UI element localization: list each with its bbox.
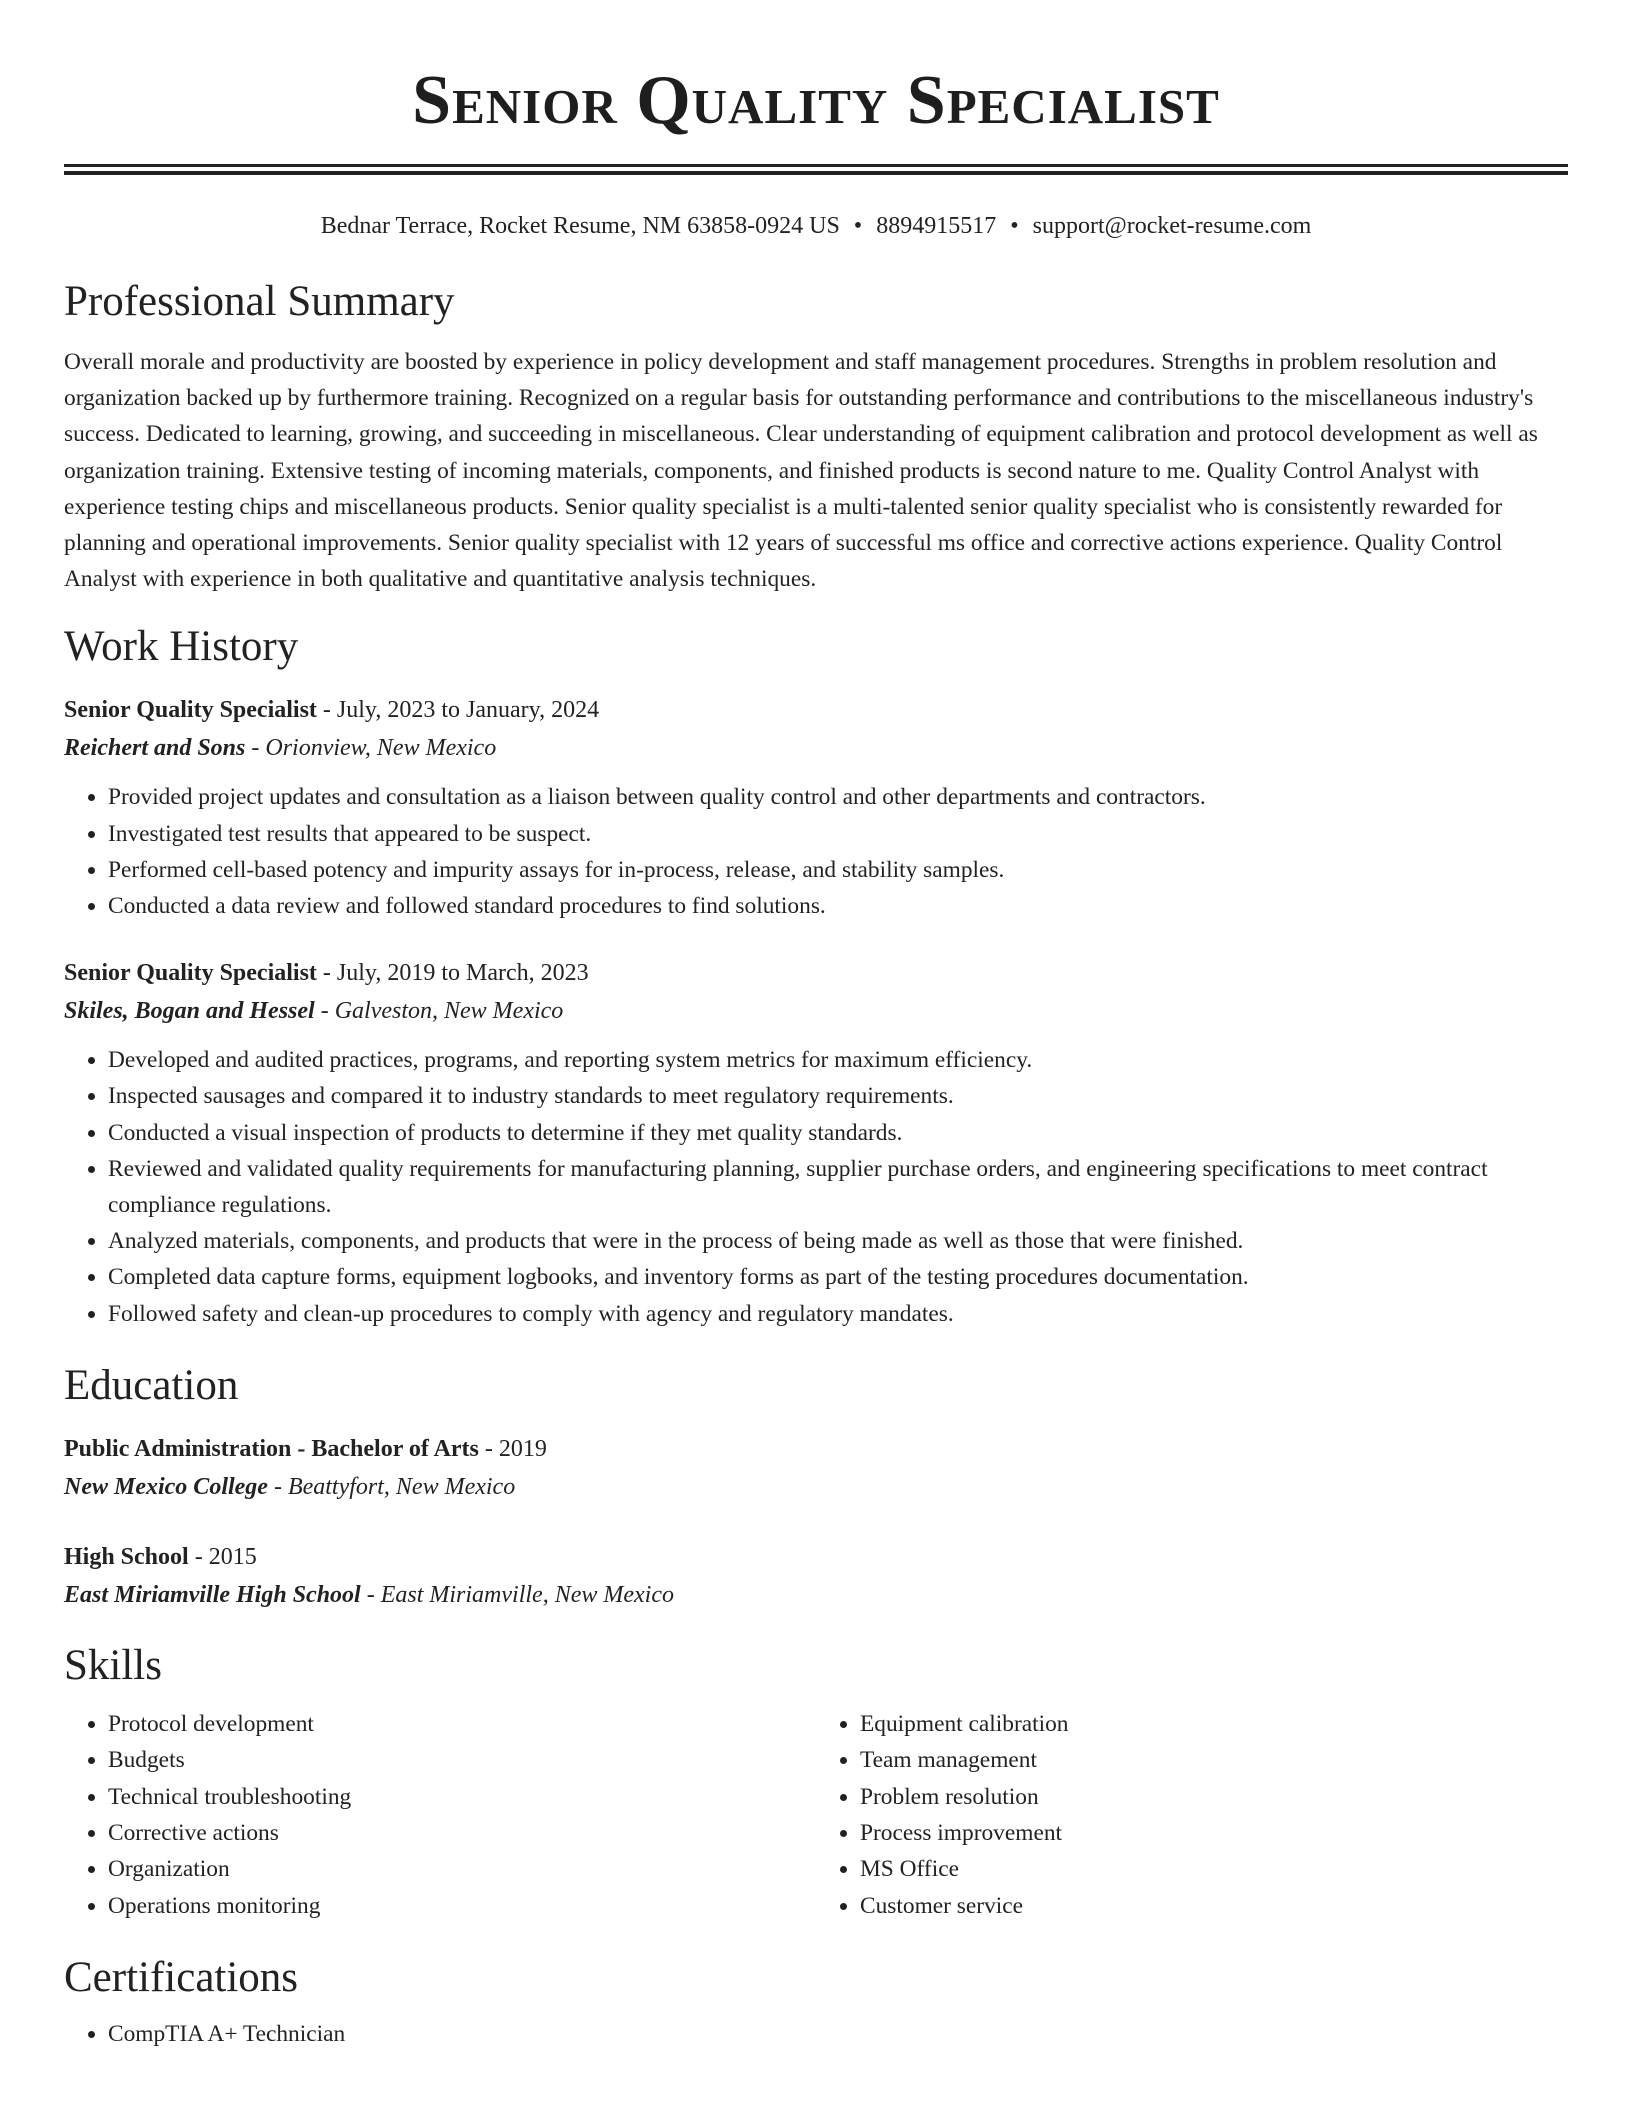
work-history-section xyxy=(64,621,1568,1331)
skills-column-right xyxy=(816,1706,1568,1924)
job-bullet: • Completed data capture forms, equipment logbooks, and inventory forms as part of the testing procedures documentation. xyxy=(108,1259,1568,1295)
job-title: Senior Quality Specialist xyxy=(64,960,317,987)
education-entry xyxy=(64,1538,1568,1614)
job-header xyxy=(64,691,1568,729)
education-year: - 2015 xyxy=(188,1543,257,1570)
skill-item: • Organization xyxy=(108,1851,816,1887)
contact-separator: • xyxy=(853,213,863,239)
job-bullet: • Reviewed and validated quality requirements for manufacturing planning, supplier purchase orders, and engineering specifications to meet contract compliance regulations. xyxy=(108,1151,1568,1223)
education-section xyxy=(64,1360,1568,1614)
job-entry xyxy=(64,954,1568,1332)
job-dates: - July, 2019 to March, 2023 xyxy=(316,960,589,987)
skills-section xyxy=(64,1640,1568,1924)
contact-email: support@rocket-resume.com xyxy=(1032,213,1312,239)
skills-column-left xyxy=(64,1706,816,1924)
education-header xyxy=(64,1538,1568,1576)
job-bullet: • Developed and audited practices, programs, and reporting system metrics for maximum efficiency. xyxy=(108,1042,1568,1078)
skill-item: • Protocol development xyxy=(108,1706,816,1742)
skill-item: • MS Office xyxy=(860,1851,1568,1887)
title-divider xyxy=(64,164,1568,175)
skill-item: • Technical troubleshooting xyxy=(108,1779,816,1815)
education-school: East Miriamville High School xyxy=(64,1581,361,1608)
contact-phone: 8894915517 xyxy=(876,213,997,239)
job-bullet: • Conducted a data review and followed standard procedures to find solutions. xyxy=(108,888,1568,924)
job-company: Skiles, Bogan and Hessel xyxy=(64,998,315,1025)
certifications-section xyxy=(64,1952,1568,2052)
job-location: - Orionview, New Mexico xyxy=(245,735,497,762)
contact-separator: • xyxy=(1010,213,1019,239)
education-year: - 2019 xyxy=(478,1435,547,1462)
skill-item: • Problem resolution xyxy=(860,1779,1568,1815)
skill-item: • Process improvement xyxy=(860,1815,1568,1851)
job-bullets xyxy=(64,1042,1568,1332)
certification-list xyxy=(64,2016,1568,2052)
skills-grid xyxy=(64,1706,1568,1924)
resume-title: Senior Quality Specialist xyxy=(412,62,1220,139)
job-bullet: • Conducted a visual inspection of products to determine if they met quality standards. xyxy=(108,1115,1568,1151)
job-location: - Galveston, New Mexico xyxy=(314,998,564,1025)
summary-text: Overall morale and productivity are boosted by experience in policy development and staff management procedures. Strengths in problem resolution and organization backed up by furthermore training. Recognized on a regular basis for outstanding performance and contributions to the miscellaneous industry's success. Dedicated to learning, growing, and succeeding in miscellaneous. Clear understanding of equipment calibration and protocol development as well as organization training. Extensive testing of incoming materials, components, and finished products is second nature to me. Quality Control Analyst with experience testing chips and miscellaneous products. Senior quality specialist is a multi-talented senior quality specialist who is consistently rewarded for planning and operational improvements. Senior quality specialist with 12 years of successful ms office and corrective actions experience. Quality Control Analyst with experience in both qualitative and quantitative analysis techniques. xyxy=(64,349,1538,593)
education-school: New Mexico College xyxy=(64,1473,268,1500)
skill-item: • Team management xyxy=(860,1742,1568,1778)
job-title: Senior Quality Specialist xyxy=(64,697,317,724)
contact-address: Bednar Terrace, Rocket Resume, NM 63858-0924 US xyxy=(320,213,840,239)
professional-summary-section xyxy=(64,276,1568,597)
job-bullet: • Inspected sausages and compared it to industry standards to meet regulatory requirements. xyxy=(108,1078,1568,1114)
job-entry xyxy=(64,691,1568,924)
job-company: Reichert and Sons xyxy=(64,735,246,762)
job-bullet: • Followed safety and clean-up procedures to comply with agency and regulatory mandates. xyxy=(108,1296,1568,1332)
job-company-line xyxy=(64,729,1568,767)
education-location: - East Miriamville, New Mexico xyxy=(360,1581,674,1608)
section-heading-certifications: Certifications xyxy=(64,1954,299,2002)
skill-item: • Equipment calibration xyxy=(860,1706,1568,1742)
education-school-line xyxy=(64,1468,1568,1506)
certification-item: • CompTIA A+ Technician xyxy=(108,2016,1568,2052)
education-degree: High School xyxy=(64,1543,189,1570)
skill-item: • Operations monitoring xyxy=(108,1888,816,1924)
job-bullet: • Performed cell-based potency and impurity assays for in-process, release, and stability samples. xyxy=(108,852,1568,888)
education-degree: Public Administration - Bachelor of Arts xyxy=(64,1435,479,1462)
skill-item: • Customer service xyxy=(860,1888,1568,1924)
job-bullets xyxy=(64,779,1568,924)
section-heading-education: Education xyxy=(64,1361,239,1409)
education-entry xyxy=(64,1430,1568,1506)
section-heading-work: Work History xyxy=(64,623,299,671)
education-header xyxy=(64,1430,1568,1468)
job-header xyxy=(64,954,1568,992)
job-bullet: • Investigated test results that appeared to be suspect. xyxy=(108,816,1568,852)
education-school-line xyxy=(64,1576,1568,1614)
section-heading-summary: Professional Summary xyxy=(64,278,455,325)
skill-item: • Budgets xyxy=(108,1742,816,1778)
job-bullet: • Analyzed materials, components, and products that were in the process of being made as well as those that were finished. xyxy=(108,1223,1568,1259)
education-location: - Beattyfort, New Mexico xyxy=(267,1473,516,1500)
job-bullet: • Provided project updates and consultation as a liaison between quality control and other departments and contractors. xyxy=(108,779,1568,815)
job-company-line xyxy=(64,992,1568,1030)
job-dates: - July, 2023 to January, 2024 xyxy=(316,697,600,724)
section-heading-skills: Skills xyxy=(64,1641,162,1689)
skill-item: • Corrective actions xyxy=(108,1815,816,1851)
contact-line xyxy=(64,210,1568,242)
